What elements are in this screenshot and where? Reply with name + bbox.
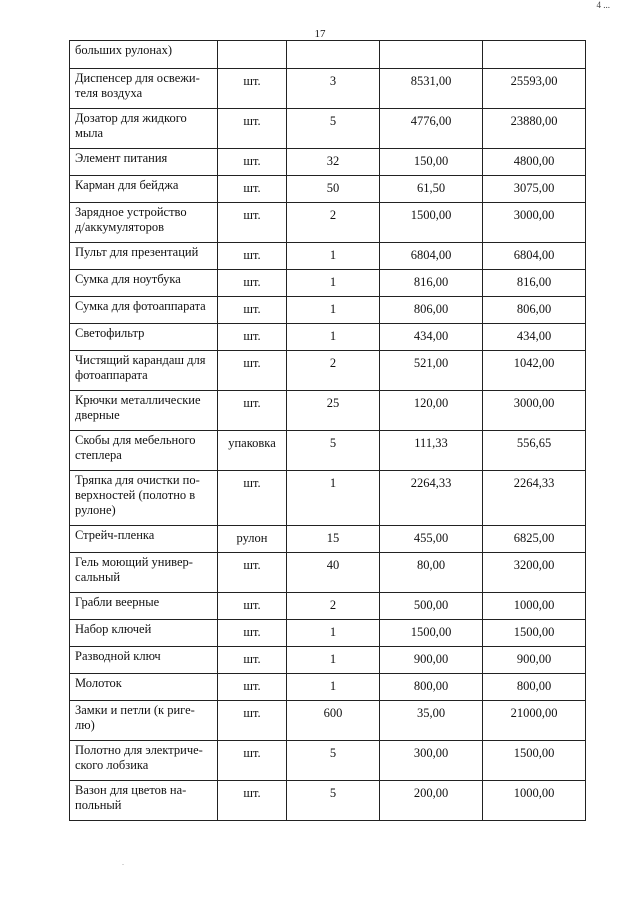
quantity-cell (287, 41, 380, 69)
total-cell: 21000,00 (483, 701, 586, 741)
scan-speck: . (122, 858, 124, 867)
table-row (70, 176, 586, 203)
total-cell: 3000,00 (483, 391, 586, 431)
unit-cell: шт. (218, 69, 287, 109)
item-name-cell: Светофильтр (70, 324, 218, 351)
price-cell: 900,00 (380, 647, 483, 674)
price-cell: 120,00 (380, 391, 483, 431)
total-cell: 900,00 (483, 647, 586, 674)
total-cell: 1500,00 (483, 741, 586, 781)
price-cell: 1500,00 (380, 620, 483, 647)
table-row (70, 297, 586, 324)
quantity-cell: 1 (287, 324, 380, 351)
price-cell: 500,00 (380, 593, 483, 620)
quantity-cell: 1 (287, 297, 380, 324)
total-cell: 4800,00 (483, 149, 586, 176)
table-row (70, 471, 586, 526)
quantity-cell: 15 (287, 526, 380, 553)
total-cell: 2264,33 (483, 471, 586, 526)
unit-cell: шт. (218, 351, 287, 391)
item-name-cell: Разводной ключ (70, 647, 218, 674)
items-table-body (70, 41, 586, 821)
price-cell: 6804,00 (380, 243, 483, 270)
table-row (70, 701, 586, 741)
total-cell: 1500,00 (483, 620, 586, 647)
quantity-cell: 2 (287, 203, 380, 243)
total-cell: 556,65 (483, 431, 586, 471)
total-cell: 3200,00 (483, 553, 586, 593)
unit-cell: упаковка (218, 431, 287, 471)
unit-cell: шт. (218, 243, 287, 270)
quantity-cell: 1 (287, 674, 380, 701)
page-number: 17 (314, 28, 326, 40)
price-cell: 434,00 (380, 324, 483, 351)
quantity-cell: 600 (287, 701, 380, 741)
item-name-cell: Замки и петли (к риге- лю) (70, 701, 218, 741)
table-row (70, 391, 586, 431)
table-row (70, 351, 586, 391)
price-cell: 111,33 (380, 431, 483, 471)
item-name-cell: Сумка для фотоаппарата (70, 297, 218, 324)
total-cell: 806,00 (483, 297, 586, 324)
price-cell: 800,00 (380, 674, 483, 701)
price-cell: 455,00 (380, 526, 483, 553)
unit-cell: шт. (218, 553, 287, 593)
table-row (70, 109, 586, 149)
price-cell: 521,00 (380, 351, 483, 391)
item-name-cell: Дозатор для жидкого мыла (70, 109, 218, 149)
price-cell: 1500,00 (380, 203, 483, 243)
quantity-cell: 1 (287, 647, 380, 674)
total-cell: 6804,00 (483, 243, 586, 270)
item-name-cell: больших рулонах) (70, 41, 218, 69)
total-cell (483, 41, 586, 69)
table-row (70, 553, 586, 593)
price-cell: 816,00 (380, 270, 483, 297)
total-cell: 816,00 (483, 270, 586, 297)
total-cell: 1000,00 (483, 593, 586, 620)
price-cell: 4776,00 (380, 109, 483, 149)
unit-cell: шт. (218, 109, 287, 149)
unit-cell (218, 41, 287, 69)
items-table (69, 40, 586, 821)
item-name-cell: Грабли веерные (70, 593, 218, 620)
quantity-cell: 1 (287, 243, 380, 270)
table-row (70, 647, 586, 674)
unit-cell: шт. (218, 324, 287, 351)
quantity-cell: 5 (287, 781, 380, 821)
quantity-cell: 2 (287, 593, 380, 620)
quantity-cell: 50 (287, 176, 380, 203)
unit-cell: шт. (218, 647, 287, 674)
quantity-cell: 1 (287, 471, 380, 526)
price-cell: 8531,00 (380, 69, 483, 109)
quantity-cell: 32 (287, 149, 380, 176)
item-name-cell: Скобы для мебельного степлера (70, 431, 218, 471)
item-name-cell: Крючки металлические дверные (70, 391, 218, 431)
total-cell: 3000,00 (483, 203, 586, 243)
unit-cell: шт. (218, 701, 287, 741)
unit-cell: шт. (218, 471, 287, 526)
item-name-cell: Набор ключей (70, 620, 218, 647)
total-cell: 1000,00 (483, 781, 586, 821)
item-name-cell: Стрейч-пленка (70, 526, 218, 553)
total-cell: 800,00 (483, 674, 586, 701)
price-cell (380, 41, 483, 69)
unit-cell: шт. (218, 781, 287, 821)
unit-cell: шт. (218, 391, 287, 431)
unit-cell: шт. (218, 270, 287, 297)
table-row (70, 41, 586, 69)
item-name-cell: Сумка для ноутбука (70, 270, 218, 297)
unit-cell: шт. (218, 149, 287, 176)
item-name-cell: Тряпка для очистки по- верхностей (полотно в рулоне) (70, 471, 218, 526)
price-cell: 806,00 (380, 297, 483, 324)
table-row (70, 431, 586, 471)
unit-cell: шт. (218, 620, 287, 647)
quantity-cell: 5 (287, 109, 380, 149)
total-cell: 3075,00 (483, 176, 586, 203)
unit-cell: рулон (218, 526, 287, 553)
table-row (70, 243, 586, 270)
item-name-cell: Зарядное устройство д/аккумуляторов (70, 203, 218, 243)
item-name-cell: Чистящий карандаш для фотоаппарата (70, 351, 218, 391)
total-cell: 23880,00 (483, 109, 586, 149)
quantity-cell: 5 (287, 431, 380, 471)
quantity-cell: 5 (287, 741, 380, 781)
table-row (70, 620, 586, 647)
table-row (70, 149, 586, 176)
item-name-cell: Вазон для цветов на- польный (70, 781, 218, 821)
quantity-cell: 1 (287, 270, 380, 297)
price-cell: 300,00 (380, 741, 483, 781)
table-row (70, 674, 586, 701)
quantity-cell: 25 (287, 391, 380, 431)
item-name-cell: Карман для бейджа (70, 176, 218, 203)
quantity-cell: 40 (287, 553, 380, 593)
price-cell: 150,00 (380, 149, 483, 176)
item-name-cell: Полотно для электриче- ского лобзика (70, 741, 218, 781)
item-name-cell: Пульт для презентаций (70, 243, 218, 270)
total-cell: 6825,00 (483, 526, 586, 553)
total-cell: 1042,00 (483, 351, 586, 391)
quantity-cell: 1 (287, 620, 380, 647)
price-cell: 61,50 (380, 176, 483, 203)
unit-cell: шт. (218, 674, 287, 701)
table-row (70, 324, 586, 351)
unit-cell: шт. (218, 297, 287, 324)
item-name-cell: Гель моющий универ- сальный (70, 553, 218, 593)
table-row (70, 203, 586, 243)
table-row (70, 781, 586, 821)
price-cell: 200,00 (380, 781, 483, 821)
quantity-cell: 2 (287, 351, 380, 391)
item-name-cell: Молоток (70, 674, 218, 701)
quantity-cell: 3 (287, 69, 380, 109)
table-row (70, 69, 586, 109)
item-name-cell: Диспенсер для освежи- теля воздуха (70, 69, 218, 109)
unit-cell: шт. (218, 593, 287, 620)
unit-cell: шт. (218, 203, 287, 243)
unit-cell: шт. (218, 741, 287, 781)
total-cell: 434,00 (483, 324, 586, 351)
table-row (70, 270, 586, 297)
corner-mark: 4 ... (596, 0, 610, 10)
table-row (70, 741, 586, 781)
item-name-cell: Элемент питания (70, 149, 218, 176)
total-cell: 25593,00 (483, 69, 586, 109)
price-cell: 80,00 (380, 553, 483, 593)
unit-cell: шт. (218, 176, 287, 203)
price-cell: 2264,33 (380, 471, 483, 526)
table-row (70, 526, 586, 553)
table-row (70, 593, 586, 620)
price-cell: 35,00 (380, 701, 483, 741)
